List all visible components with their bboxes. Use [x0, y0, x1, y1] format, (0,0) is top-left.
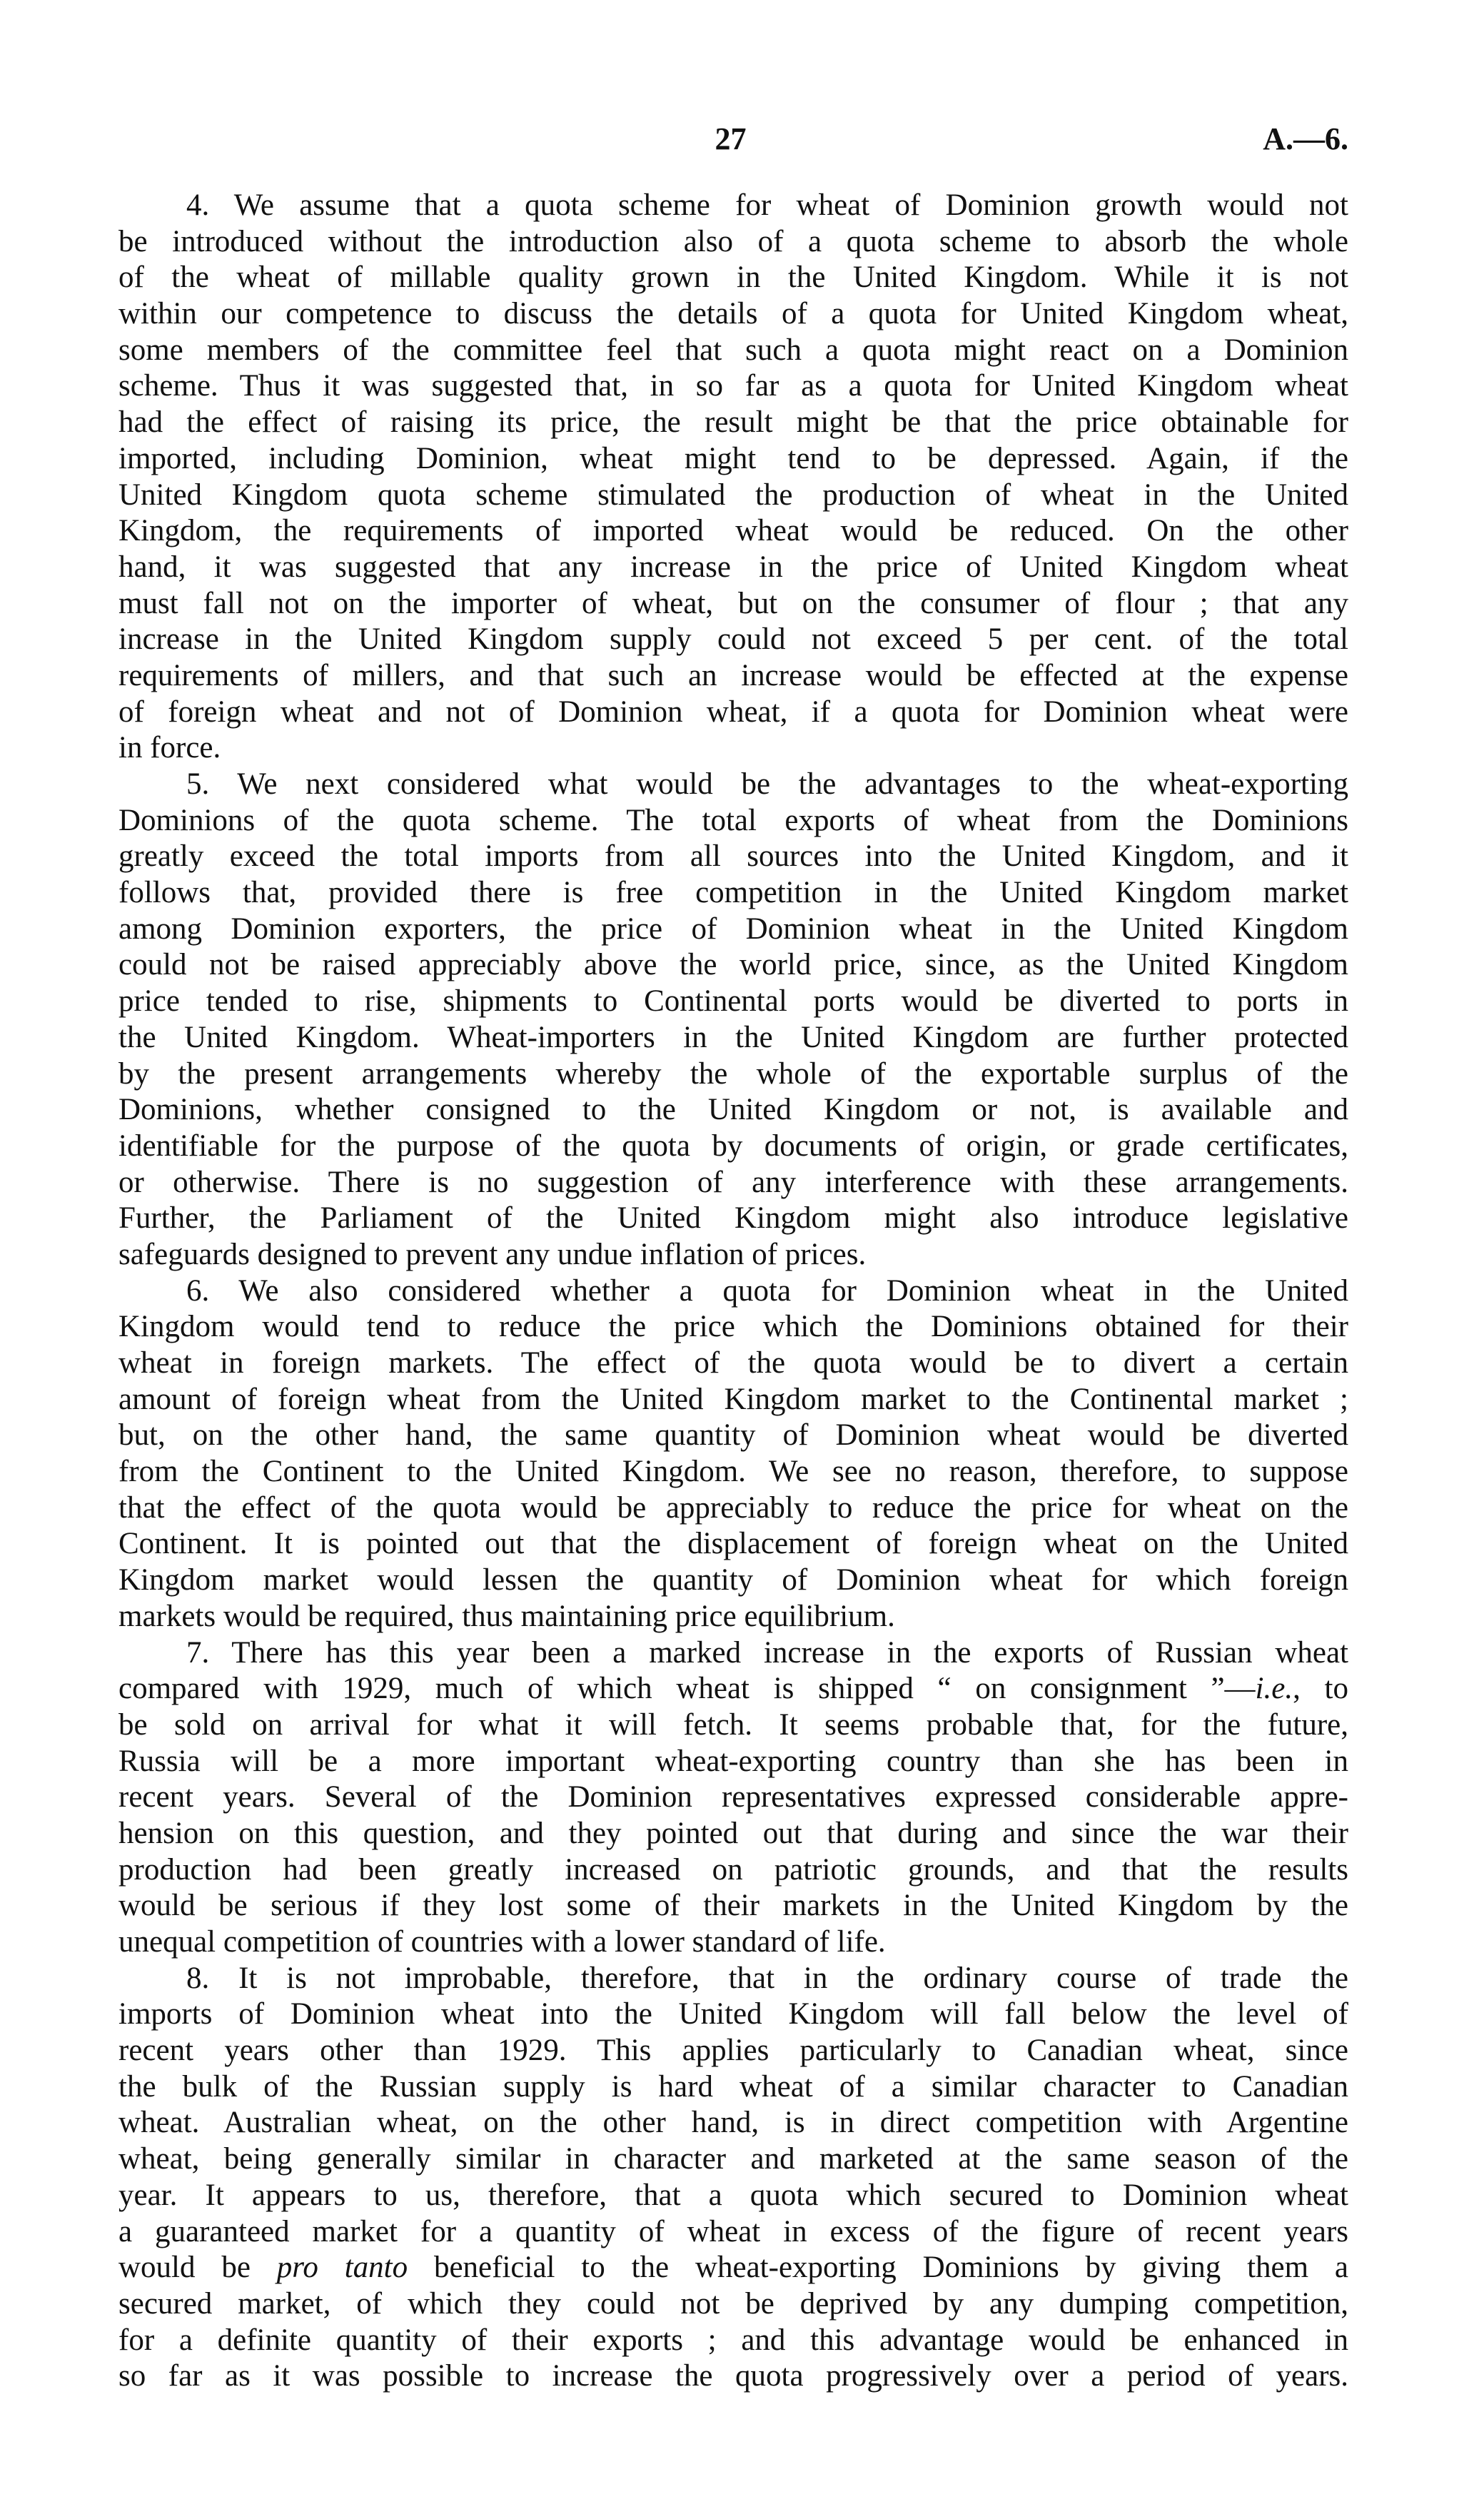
text-line: 7. There has this year been a marked increase in the exports of Russian wheat	[186, 1635, 1348, 1670]
text-line: 6. We also considered whether a quota for Dominion wheat in the United	[186, 1273, 1348, 1308]
text-line: imports of Dominion wheat into the United Kingdom will fall below the level of	[118, 1997, 1348, 2031]
text-segment: , to	[1293, 1672, 1348, 1706]
text-line: requirements of millers, and that such an increase would be effected at the expense	[118, 658, 1348, 692]
text-line: wheat. Australian wheat, on the other hand, is in direct competition with Argentine	[118, 2106, 1348, 2140]
text-line	[118, 1671, 1348, 1707]
italic-phrase: i.e.	[1255, 1672, 1293, 1706]
text-line: by the present arrangements whereby the whole of the exportable surplus of the	[118, 1056, 1348, 1091]
paragraph-4	[118, 188, 1348, 767]
italic-phrase: pro tanto	[276, 2251, 408, 2285]
text-line	[118, 2250, 1348, 2286]
text-line: Kingdom would tend to reduce the price which the Dominions obtained for their	[118, 1310, 1348, 1344]
text-line: Continent. It is pointed out that the displacement of foreign wheat on the United	[118, 1527, 1348, 1561]
text-line: 4. We assume that a quota scheme for wheat of Dominion growth would not	[186, 188, 1348, 222]
text-segment: compared with 1929, much of which wheat is shipped “ on consignment ”—	[118, 1672, 1256, 1706]
text-line: Kingdom, the requirements of imported wheat would be reduced. On the other	[118, 514, 1348, 548]
text-line: amount of foreign wheat from the United Kingdom market to the Continental market ;	[118, 1382, 1348, 1416]
text-line: Russia will be a more important wheat-exporting country than she has been in	[118, 1744, 1348, 1778]
text-line: in force.	[118, 731, 221, 765]
text-line: Dominions of the quota scheme. The total exports of wheat from the Dominions	[118, 803, 1348, 837]
text-line: year. It appears to us, therefore, that a quota which secured to Dominion wheat	[118, 2178, 1348, 2212]
text-line: so far as it was possible to increase the quota progressively over a period of years.	[118, 2359, 1348, 2393]
paragraph-8	[118, 1961, 1348, 2395]
text-line: hand, it was suggested that any increase in the price of United Kingdom wheat	[118, 550, 1348, 584]
text-line: had the effect of raising its price, the result might be that the price obtainable for	[118, 405, 1348, 440]
paragraph-7	[118, 1635, 1348, 1961]
text-line: wheat in foreign markets. The effect of the quota would be to divert a certain	[118, 1346, 1348, 1380]
text-line: United Kingdom quota scheme stimulated the production of wheat in the United	[118, 478, 1348, 512]
text-line: of the wheat of millable quality grown in the United Kingdom. While it is not	[118, 261, 1348, 295]
text-line: from the Continent to the United Kingdom. We see no reason, therefore, to suppose	[118, 1455, 1348, 1489]
text-line: 8. It is not improbable, therefore, that in the ordinary course of trade the	[186, 1961, 1348, 1995]
document-reference: A.—6.	[1263, 121, 1348, 156]
text-line: Kingdom market would lessen the quantity of Dominion wheat for which foreign	[118, 1563, 1348, 1597]
paragraph-5	[118, 767, 1348, 1273]
paragraph-6	[118, 1273, 1348, 1635]
text-line: scheme. Thus it was suggested that, in so far as a quota for United Kingdom wheat	[118, 369, 1348, 403]
text-line: recent years other than 1929. This applies particularly to Canadian wheat, since	[118, 2034, 1348, 2068]
text-line: 5. We next considered what would be the advantages to the wheat-exporting	[186, 767, 1348, 801]
text-line: unequal competition of countries with a lower standard of life.	[118, 1925, 886, 1959]
text-line: be sold on arrival for what it will fetch. It seems probable that, for the future,	[118, 1707, 1348, 1742]
text-line: greatly exceed the total imports from all sources into the United Kingdom, and it	[118, 839, 1348, 874]
text-line: safeguards designed to prevent any undue inflation of prices.	[118, 1237, 867, 1271]
text-line: follows that, provided there is free competition in the United Kingdom market	[118, 876, 1348, 910]
text-line: recent years. Several of the Dominion representatives expressed considerable appre-	[118, 1780, 1348, 1814]
text-line: identifiable for the purpose of the quota by documents of origin, or grade certificates,	[118, 1129, 1348, 1163]
text-line: production had been greatly increased on patriotic grounds, and that the results	[118, 1852, 1348, 1887]
text-line: a guaranteed market for a quantity of wheat in excess of the figure of recent years	[118, 2214, 1348, 2248]
text-line: price tended to rise, shipments to Continental ports would be diverted to ports in	[118, 984, 1348, 1019]
text-line: could not be raised appreciably above the world price, since, as the United Kingdom	[118, 948, 1348, 982]
text-line: secured market, of which they could not be deprived by any dumping competition,	[118, 2286, 1348, 2321]
text-line: wheat, being generally similar in character and marketed at the same season of the	[118, 2142, 1348, 2176]
text-line: that the effect of the quota would be appreciably to reduce the price for wheat on the	[118, 1490, 1348, 1525]
text-line: among Dominion exporters, the price of Dominion wheat in the United Kingdom	[118, 912, 1348, 946]
text-line: or otherwise. There is no suggestion of any interference with these arrangements.	[118, 1165, 1348, 1199]
body-text	[118, 188, 1348, 2395]
page-number: 27	[715, 121, 747, 156]
text-line: would be serious if they lost some of their markets in the United Kingdom by the	[118, 1889, 1348, 1923]
text-segment: would be	[118, 2251, 277, 2285]
text-line: hension on this question, and they pointed out that during and since the war their	[118, 1816, 1348, 1850]
text-line: Dominions, whether consigned to the United Kingdom or not, is available and	[118, 1093, 1348, 1127]
text-line: must fall not on the importer of wheat, but on the consumer of flour ; that any	[118, 586, 1348, 620]
text-line: Further, the Parliament of the United Kingdom might also introduce legislative	[118, 1201, 1348, 1236]
text-line: increase in the United Kingdom supply could not exceed 5 per cent. of the total	[118, 622, 1348, 657]
text-line: within our competence to discuss the details of a quota for United Kingdom wheat,	[118, 297, 1348, 331]
text-segment: beneficial to the wheat-exporting Dominions by giving them a	[408, 2251, 1348, 2285]
text-line: some members of the committee feel that such a quota might react on a Dominion	[118, 333, 1348, 367]
text-line: the United Kingdom. Wheat-importers in the United Kingdom are further protected	[118, 1020, 1348, 1054]
text-line: but, on the other hand, the same quantity of Dominion wheat would be diverted	[118, 1418, 1348, 1453]
text-line: the bulk of the Russian supply is hard wheat of a similar character to Canadian	[118, 2069, 1348, 2104]
text-line: imported, including Dominion, wheat might tend to be depressed. Again, if the	[118, 441, 1348, 475]
text-line: be introduced without the introduction also of a quota scheme to absorb the whole	[118, 224, 1348, 258]
text-line: of foreign wheat and not of Dominion wheat, if a quota for Dominion wheat were	[118, 695, 1348, 729]
text-line: for a definite quantity of their exports ; and this advantage would be enhanced in	[118, 2323, 1348, 2357]
text-line: markets would be required, thus maintaining price equilibrium.	[118, 1599, 895, 1633]
